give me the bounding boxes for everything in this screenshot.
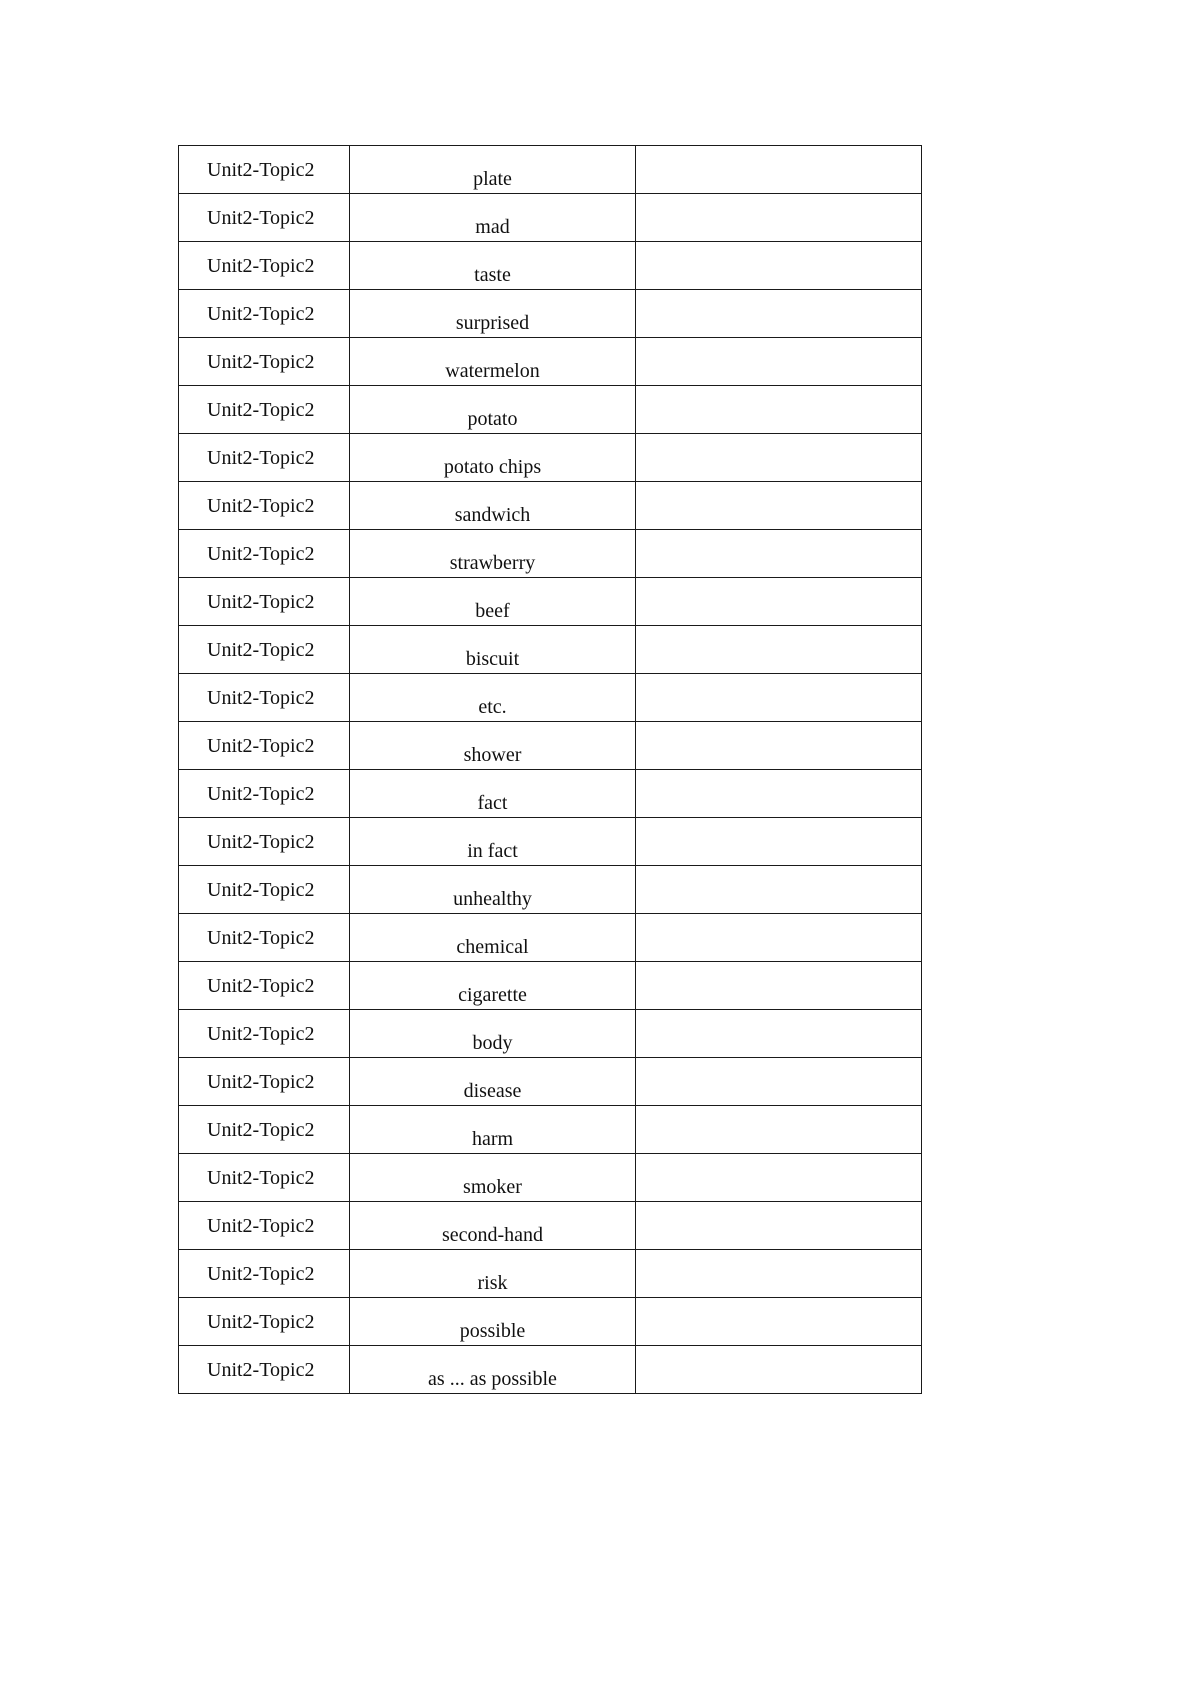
- answer-blank-cell: [636, 818, 922, 866]
- table-row: [179, 530, 922, 578]
- unit-topic-cell: Unit2-Topic2: [179, 242, 350, 290]
- unit-topic-cell: Unit2-Topic2: [179, 530, 350, 578]
- table-row: [179, 722, 922, 770]
- answer-blank-cell: [636, 242, 922, 290]
- table-row: [179, 626, 922, 674]
- table-row: [179, 962, 922, 1010]
- table-row: [179, 242, 922, 290]
- vocabulary-word-cell: second-hand: [350, 1202, 636, 1250]
- vocabulary-word-cell: mad: [350, 194, 636, 242]
- vocabulary-word-cell: cigarette: [350, 962, 636, 1010]
- answer-blank-cell: [636, 146, 922, 194]
- unit-topic-cell: Unit2-Topic2: [179, 1250, 350, 1298]
- answer-blank-cell: [636, 626, 922, 674]
- unit-topic-cell: Unit2-Topic2: [179, 770, 350, 818]
- unit-topic-cell: Unit2-Topic2: [179, 818, 350, 866]
- unit-topic-cell: Unit2-Topic2: [179, 434, 350, 482]
- table-row: [179, 1202, 922, 1250]
- table-row: [179, 1106, 922, 1154]
- unit-topic-cell: Unit2-Topic2: [179, 338, 350, 386]
- answer-blank-cell: [636, 338, 922, 386]
- unit-topic-cell: Unit2-Topic2: [179, 578, 350, 626]
- vocabulary-word-cell: watermelon: [350, 338, 636, 386]
- table-row: [179, 146, 922, 194]
- table-row: [179, 818, 922, 866]
- table-row: [179, 1058, 922, 1106]
- unit-topic-cell: Unit2-Topic2: [179, 290, 350, 338]
- unit-topic-cell: Unit2-Topic2: [179, 674, 350, 722]
- vocabulary-word-cell: fact: [350, 770, 636, 818]
- unit-topic-cell: Unit2-Topic2: [179, 146, 350, 194]
- vocabulary-word-cell: in fact: [350, 818, 636, 866]
- unit-topic-cell: Unit2-Topic2: [179, 866, 350, 914]
- vocabulary-word-cell: as ... as possible: [350, 1346, 636, 1394]
- vocabulary-word-cell: etc.: [350, 674, 636, 722]
- vocabulary-table-body: [179, 146, 922, 1394]
- vocabulary-word-cell: risk: [350, 1250, 636, 1298]
- vocabulary-word-cell: body: [350, 1010, 636, 1058]
- unit-topic-cell: Unit2-Topic2: [179, 1106, 350, 1154]
- vocabulary-word-cell: possible: [350, 1298, 636, 1346]
- table-row: [179, 338, 922, 386]
- unit-topic-cell: Unit2-Topic2: [179, 722, 350, 770]
- answer-blank-cell: [636, 962, 922, 1010]
- table-row: [179, 1010, 922, 1058]
- table-row: [179, 1298, 922, 1346]
- unit-topic-cell: Unit2-Topic2: [179, 386, 350, 434]
- answer-blank-cell: [636, 290, 922, 338]
- table-row: [179, 914, 922, 962]
- answer-blank-cell: [636, 1154, 922, 1202]
- unit-topic-cell: Unit2-Topic2: [179, 914, 350, 962]
- vocabulary-word-cell: biscuit: [350, 626, 636, 674]
- unit-topic-cell: Unit2-Topic2: [179, 1202, 350, 1250]
- answer-blank-cell: [636, 1346, 922, 1394]
- table-row: [179, 482, 922, 530]
- answer-blank-cell: [636, 1058, 922, 1106]
- vocabulary-word-cell: disease: [350, 1058, 636, 1106]
- vocabulary-word-cell: plate: [350, 146, 636, 194]
- vocabulary-word-cell: chemical: [350, 914, 636, 962]
- vocabulary-word-cell: strawberry: [350, 530, 636, 578]
- unit-topic-cell: Unit2-Topic2: [179, 962, 350, 1010]
- answer-blank-cell: [636, 578, 922, 626]
- unit-topic-cell: Unit2-Topic2: [179, 194, 350, 242]
- answer-blank-cell: [636, 434, 922, 482]
- unit-topic-cell: Unit2-Topic2: [179, 1298, 350, 1346]
- vocabulary-word-cell: smoker: [350, 1154, 636, 1202]
- answer-blank-cell: [636, 866, 922, 914]
- table-row: [179, 1154, 922, 1202]
- table-row: [179, 386, 922, 434]
- vocabulary-word-cell: potato: [350, 386, 636, 434]
- answer-blank-cell: [636, 914, 922, 962]
- table-row: [179, 866, 922, 914]
- answer-blank-cell: [636, 1202, 922, 1250]
- table-row: [179, 1346, 922, 1394]
- table-row: [179, 434, 922, 482]
- answer-blank-cell: [636, 722, 922, 770]
- vocabulary-table: [178, 145, 922, 1394]
- answer-blank-cell: [636, 386, 922, 434]
- answer-blank-cell: [636, 1250, 922, 1298]
- vocabulary-word-cell: taste: [350, 242, 636, 290]
- table-row: [179, 578, 922, 626]
- answer-blank-cell: [636, 194, 922, 242]
- answer-blank-cell: [636, 1298, 922, 1346]
- answer-blank-cell: [636, 1106, 922, 1154]
- vocabulary-word-cell: harm: [350, 1106, 636, 1154]
- answer-blank-cell: [636, 1010, 922, 1058]
- vocabulary-word-cell: sandwich: [350, 482, 636, 530]
- table-row: [179, 194, 922, 242]
- answer-blank-cell: [636, 530, 922, 578]
- vocabulary-word-cell: surprised: [350, 290, 636, 338]
- unit-topic-cell: Unit2-Topic2: [179, 1010, 350, 1058]
- unit-topic-cell: Unit2-Topic2: [179, 482, 350, 530]
- unit-topic-cell: Unit2-Topic2: [179, 1346, 350, 1394]
- vocabulary-word-cell: unhealthy: [350, 866, 636, 914]
- table-row: [179, 1250, 922, 1298]
- answer-blank-cell: [636, 674, 922, 722]
- unit-topic-cell: Unit2-Topic2: [179, 1058, 350, 1106]
- answer-blank-cell: [636, 770, 922, 818]
- vocabulary-word-cell: beef: [350, 578, 636, 626]
- unit-topic-cell: Unit2-Topic2: [179, 1154, 350, 1202]
- vocabulary-word-cell: potato chips: [350, 434, 636, 482]
- table-row: [179, 290, 922, 338]
- table-row: [179, 674, 922, 722]
- vocabulary-word-cell: shower: [350, 722, 636, 770]
- answer-blank-cell: [636, 482, 922, 530]
- table-row: [179, 770, 922, 818]
- unit-topic-cell: Unit2-Topic2: [179, 626, 350, 674]
